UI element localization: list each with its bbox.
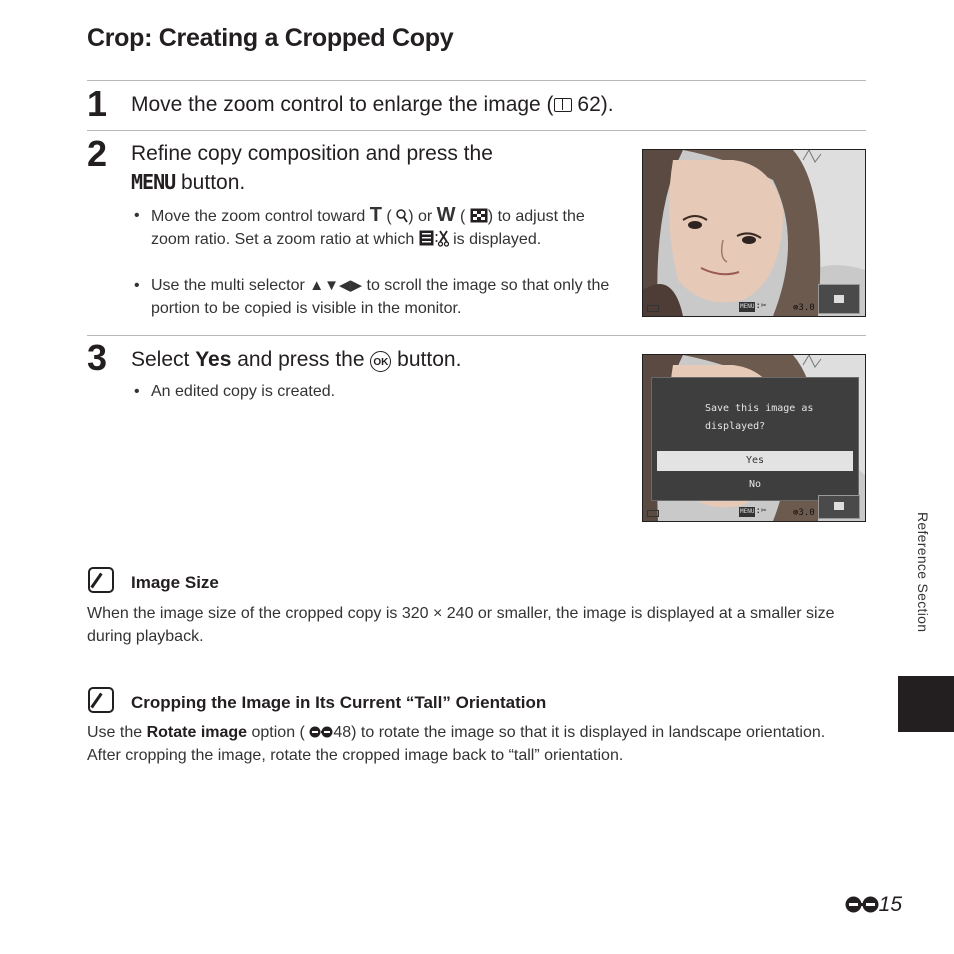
note-body: When the image size of the cropped copy is 320 × 240 or smaller, the image is displayed at a smaller size during playback. <box>87 605 835 645</box>
zoom-ratio: ⊗3.0 <box>793 508 815 518</box>
page-title: Crop: Creating a Cropped Copy <box>87 24 454 52</box>
multi-selector-arrows-icon: ▲▼◀▶ <box>309 277 363 294</box>
step-2-number: 2 <box>87 133 108 174</box>
step-3-text: Select Yes and press the OK button. <box>131 348 462 371</box>
step-1-number: 1 <box>87 83 108 124</box>
step-1-text-before: Move the zoom control to enlarge the image ( <box>131 93 554 116</box>
note-heading: Cropping the Image in Its Current “Tall” Orientation <box>131 693 547 712</box>
step-2-line2: button. <box>175 171 246 194</box>
navigation-window-position <box>834 502 844 510</box>
crop-indicator: MENU:✂ <box>740 301 767 311</box>
list-item: • An edited copy is created. <box>134 383 336 400</box>
reference-section-icon <box>305 724 333 741</box>
note-body: Use the Rotate image option ( 48) to rotate the image so that it is displayed in landscape orientation. After cropping the image, rotate the cropped image back to “tall” orientation. <box>87 724 826 764</box>
divider <box>87 80 866 81</box>
note-pencil-icon <box>88 687 114 713</box>
zoom-wide-label: W <box>436 204 456 226</box>
divider <box>87 130 866 131</box>
step-1-text-after: 62). <box>571 93 614 116</box>
navigation-window <box>818 495 860 519</box>
step-1-text <box>131 90 614 119</box>
note-pencil-icon <box>88 567 114 593</box>
list-item: • Move the zoom control toward T ( ) or W ( ) to adjust the zoom ratio. Set a zoom ratio at which is displayed. <box>134 204 585 248</box>
divider <box>87 335 866 336</box>
menu-icon: MENU <box>740 508 755 515</box>
section-label: Reference Section <box>915 512 931 633</box>
battery-icon <box>647 305 659 312</box>
ok-button-icon: OK <box>370 351 391 372</box>
crop-scissors-icon <box>419 231 449 248</box>
rotate-image-option: Rotate image <box>146 724 248 741</box>
scissors-icon: ✂ <box>760 506 767 516</box>
camera-screen-confirm <box>642 354 866 522</box>
thumbnail-icon <box>465 208 487 225</box>
zoom-tele-label: T <box>369 204 382 226</box>
crop-indicator: MENU:✂ <box>740 506 767 516</box>
option-yes[interactable]: Yes <box>657 451 853 471</box>
yes-label: Yes <box>195 348 232 371</box>
step-2-text <box>131 139 611 197</box>
reference-section-icon <box>845 893 879 916</box>
camera-screen-zoomed <box>642 149 866 317</box>
magnify-icon <box>392 208 408 225</box>
save-dialog <box>651 377 859 501</box>
section-tab <box>898 676 954 732</box>
menu-icon: MENU <box>740 303 755 310</box>
step-3-number: 3 <box>87 337 108 378</box>
option-no[interactable]: No <box>748 479 762 490</box>
scissors-icon: ✂ <box>760 301 767 311</box>
step-2-line1: Refine copy composition and press the <box>131 142 493 165</box>
menu-button-icon: MENU <box>131 170 176 194</box>
dialog-prompt: Save this image as displayed? <box>705 403 814 432</box>
page-number: 15 <box>845 893 902 917</box>
zoom-ratio: ⊗3.0 <box>793 303 815 313</box>
list-item: • Use the multi selector ▲▼◀▶ to scroll the image so that only the portion to be copied is visible in the monitor. <box>134 277 610 317</box>
battery-icon <box>647 510 659 517</box>
navigation-window <box>818 284 860 314</box>
navigation-window-position <box>834 295 844 303</box>
note-heading: Image Size <box>131 573 219 592</box>
book-icon <box>554 98 572 112</box>
